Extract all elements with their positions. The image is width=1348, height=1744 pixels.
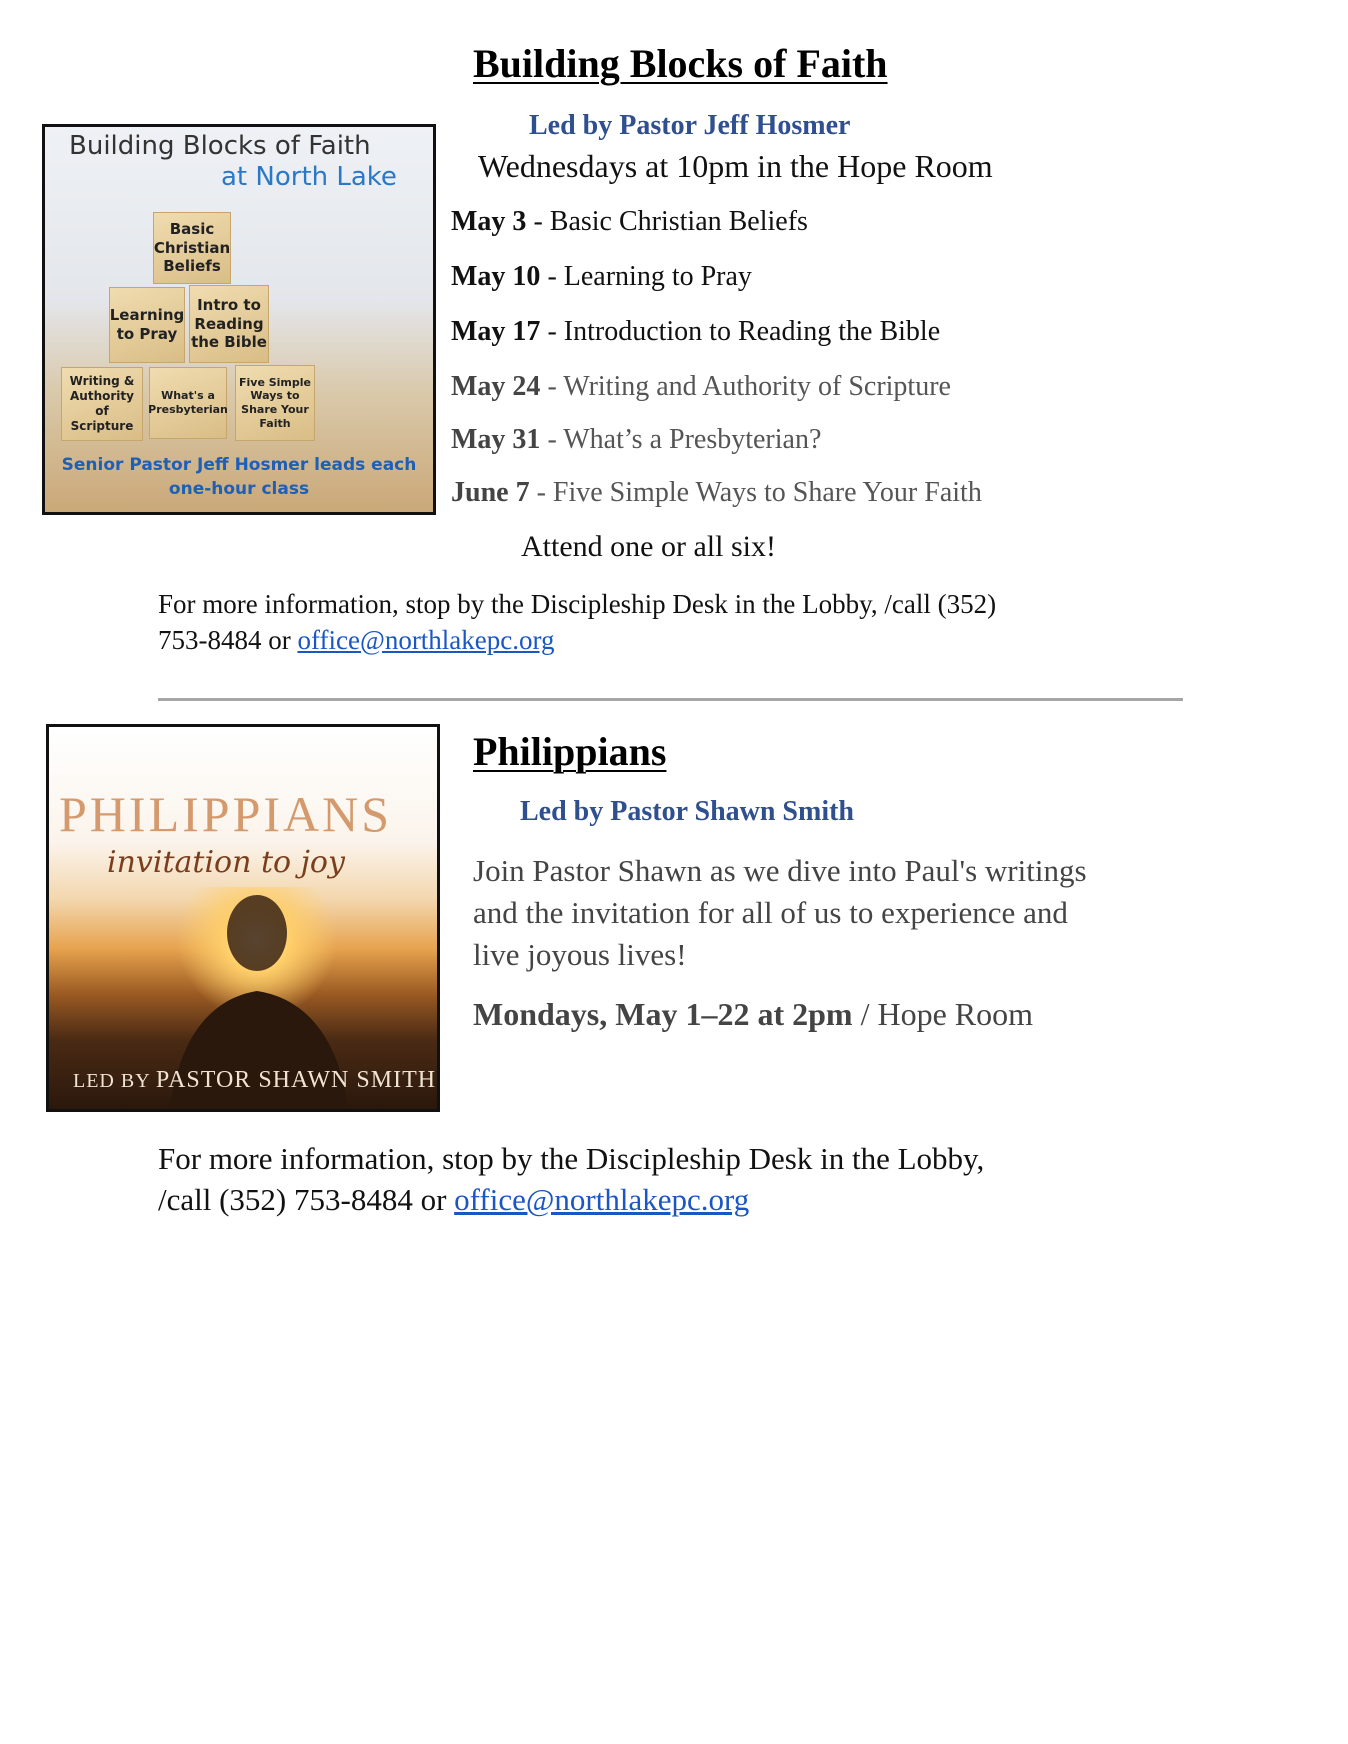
block-intro-reading: Intro to Reading the Bible bbox=[189, 285, 269, 363]
bb-image-title-line2: at North Lake bbox=[221, 162, 397, 192]
session-topic: - Learning to Pray bbox=[547, 261, 752, 292]
philippians-image bbox=[46, 724, 440, 1112]
bb-image-caption bbox=[45, 453, 433, 501]
description-line2: and the invitation for all of us to experience and bbox=[473, 895, 1068, 930]
bb-caption-line1: Senior Pastor Jeff Hosmer leads each bbox=[61, 455, 417, 475]
session-row bbox=[451, 477, 982, 509]
bb-image-title-line1: Building Blocks of Faith bbox=[69, 131, 371, 161]
description-line3: live joyous lives! bbox=[473, 937, 687, 972]
session-row bbox=[451, 316, 940, 348]
ph-image-led-by bbox=[73, 1067, 436, 1094]
session-date: May 31 bbox=[451, 424, 541, 455]
building-blocks-image bbox=[42, 124, 436, 515]
section2-description bbox=[473, 850, 1087, 976]
session-date: May 3 bbox=[451, 206, 527, 237]
session-date: June 7 bbox=[451, 477, 530, 508]
attend-note: Attend one or all six! bbox=[521, 530, 776, 563]
section1-title: Building Blocks of Faith bbox=[473, 41, 888, 86]
session-topic: - Five Simple Ways to Share Your Faith bbox=[536, 477, 982, 508]
bb-caption-line2: one-hour class bbox=[168, 479, 310, 499]
section2-led-by: Led by Pastor Shawn Smith bbox=[520, 796, 855, 827]
section2-info-line2: /call (352) 753-8484 or bbox=[158, 1182, 455, 1217]
session-row bbox=[451, 424, 821, 456]
section2-email-link[interactable]: office@northlakepc.org bbox=[454, 1182, 750, 1217]
block-learning-to-pray: Learning to Pray bbox=[109, 287, 185, 363]
section2-info bbox=[158, 1138, 1158, 1220]
section1-info-line2: 753-8484 or bbox=[158, 625, 298, 655]
section1-led-by: Led by Pastor Jeff Hosmer bbox=[529, 110, 851, 141]
session-topic: - Introduction to Reading the Bible bbox=[547, 316, 941, 347]
block-basic-beliefs: Basic Christian Beliefs bbox=[153, 212, 231, 284]
session-row bbox=[451, 371, 951, 403]
description-line1: Join Pastor Shawn as we dive into Paul's writings bbox=[473, 853, 1087, 888]
ph-image-script: invitation to joy bbox=[107, 845, 345, 880]
section-divider bbox=[158, 698, 1183, 701]
block-writing-authority: Writing & Authority of Scripture bbox=[61, 367, 143, 441]
session-date: May 24 bbox=[451, 371, 541, 402]
block-five-ways: Five Simple Ways to Share Your Faith bbox=[235, 365, 315, 441]
section2-title: Philippians bbox=[473, 729, 667, 774]
schedule-bold: Mondays, May 1–22 at 2pm bbox=[473, 996, 853, 1032]
section2-info-line1: For more information, stop by the Discipleship Desk in the Lobby, bbox=[158, 1141, 985, 1176]
session-topic: - Basic Christian Beliefs bbox=[533, 206, 808, 237]
session-date: May 10 bbox=[451, 261, 541, 292]
session-topic: - Writing and Authority of Scripture bbox=[547, 371, 951, 402]
session-row bbox=[451, 206, 808, 238]
session-date: May 17 bbox=[451, 316, 541, 347]
schedule-rest: / Hope Room bbox=[852, 996, 1033, 1032]
block-presbyterian: What's a Presbyterian bbox=[149, 367, 227, 439]
ph-led-small: LED BY bbox=[73, 1070, 150, 1092]
section1-email-link[interactable]: office@northlakepc.org bbox=[297, 625, 555, 655]
section1-info bbox=[158, 586, 1158, 658]
session-topic: - What’s a Presbyterian? bbox=[547, 424, 822, 455]
section1-schedule: Wednesdays at 10pm in the Hope Room bbox=[478, 148, 993, 184]
ph-led-name: PASTOR SHAWN SMITH bbox=[155, 1067, 437, 1093]
ph-image-word: PHILIPPIANS bbox=[59, 786, 393, 842]
section1-info-line1: For more information, stop by the Discipleship Desk in the Lobby, /call (352) bbox=[158, 589, 997, 619]
section2-schedule bbox=[473, 996, 1033, 1033]
session-row bbox=[451, 261, 752, 293]
